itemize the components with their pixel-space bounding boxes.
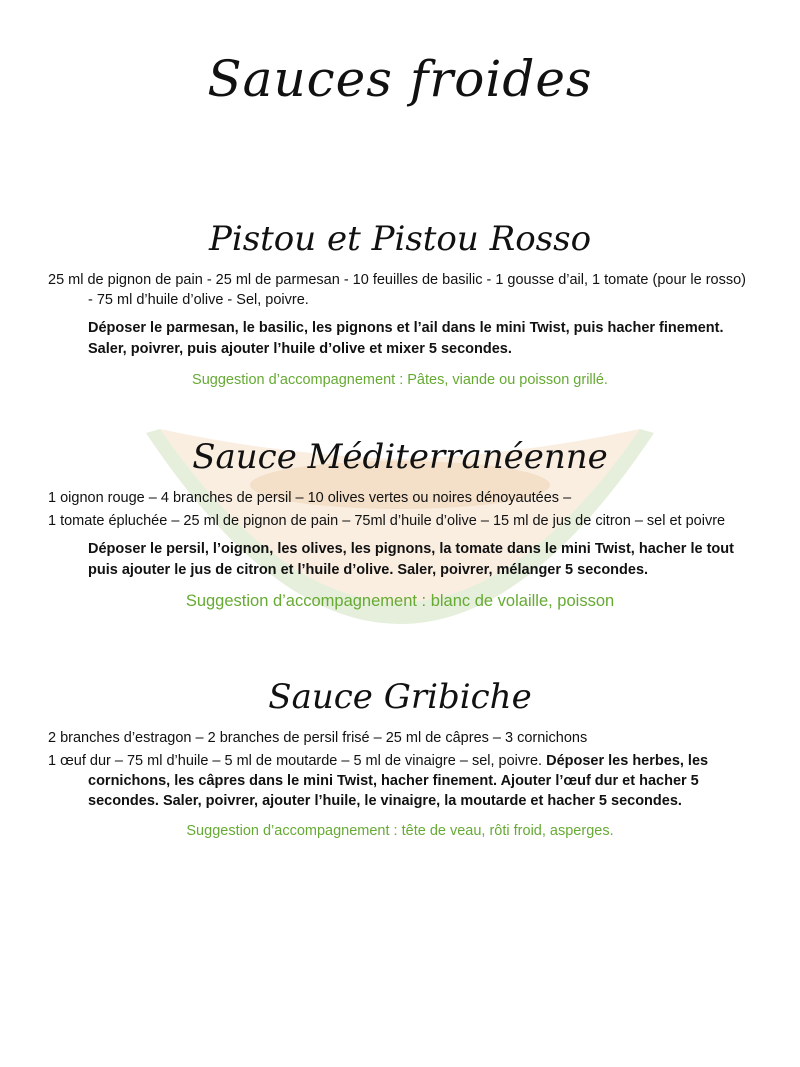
recipe-pistou [48,218,752,390]
recipe-heading: Sauce Méditerranéenne [192,437,608,477]
ingredients-inline: 1 œuf dur – 75 ml d’huile – 5 ml de moutarde – 5 ml de vinaigre – sel, poivre. [48,753,543,769]
ingredients-line: 25 ml de pignon de pain - 25 ml de parmesan - 10 feuilles de basilic - 1 gousse d’ail, 1 tomate (pour le rosso) - 75 ml d’huile d’olive - Sel, poivre. [48,272,746,308]
recipe-heading: Pistou et Pistou Rosso [208,219,592,259]
ingredients-line: 1 tomate épluchée – 25 ml de pignon de pain – 75ml d’huile d’olive – 15 ml de jus de citron – sel et poivre [48,513,726,529]
page-title: Sauces froides [207,50,593,108]
method-text: Déposer le parmesan, le basilic, les pignons et l’ail dans le mini Twist, puis hacher finement. Saler, poivrer, puis ajouter l’huile d’olive et mixer 5 secondes. [88,320,724,357]
ingredients-line: 1 oignon rouge – 4 branches de persil – 10 olives vertes ou noires dénoyautées – [48,490,572,506]
suggestion-text: Suggestion d’accompagnement : Pâtes, viande ou poisson grillé. [192,372,608,388]
suggestion-text: Suggestion d’accompagnement : blanc de volaille, poisson [185,592,615,610]
suggestion-text: Suggestion d’accompagnement : tête de veau, rôti froid, asperges. [186,823,614,839]
ingredients-line: 2 branches d’estragon – 2 branches de persil frisé – 25 ml de câpres – 3 cornichons [48,730,588,746]
recipe-heading: Sauce Gribiche [268,677,532,717]
method-text: Déposer le persil, l’oignon, les olives, les pignons, la tomate dans le mini Twist, hacher le tout puis ajouter le jus de citron et l’huile d’olive. Saler, poivrer, mélanger 5 secondes. [88,541,734,578]
ingredients-method-paragraph [48,751,752,811]
recipe-mediterraneenne [48,436,752,611]
recipe-gribiche [48,676,752,841]
method-inline: Déposer les herbes, les cornichons, les câpres dans le mini Twist, hacher finement. Ajouter l’œuf dur et hacher 5 secondes. Saler, poivrer, ajouter l’huile, le vinaigre, la moutarde et hacher 5 secondes. [88,753,709,809]
